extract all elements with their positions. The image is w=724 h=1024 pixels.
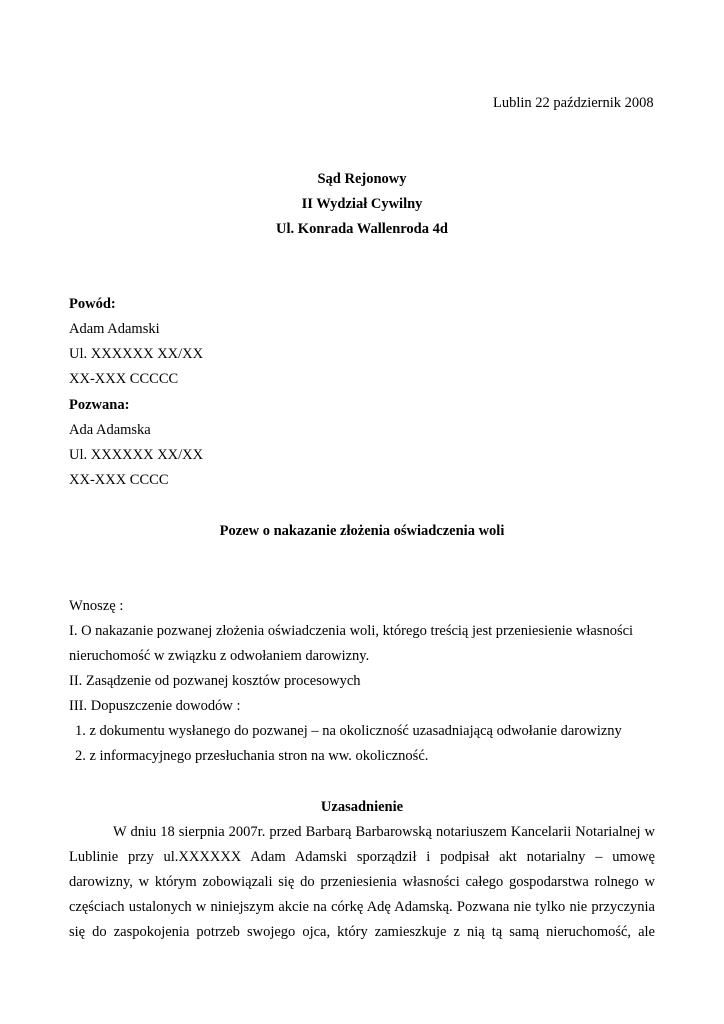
evidence-item-1: 1. z dokumentu wysłanego do pozwanej – na okoliczność uzasadniającą odwołanie darowizny — [75, 723, 622, 739]
plaintiff-city: XX-XXX CCCCC — [69, 371, 179, 387]
plaintiff-label: Powód: — [69, 296, 116, 312]
request-item-1-line-2: nieruchomość w związku z odwołaniem darowizny. — [69, 648, 370, 664]
justification-line-4: częściach ustalonych w niniejszym akcie na córkę Adę Adamską. Pozwana nie tylko nie przyczynia — [69, 899, 655, 915]
plaintiff-name: Adam Adamski — [69, 321, 160, 337]
requests-intro: Wnoszę : — [69, 598, 124, 614]
defendant-city: XX-XXX CCCC — [69, 472, 169, 488]
defendant-street: Ul. XXXXXX XX/XX — [69, 447, 204, 463]
evidence-item-2: 2. z informacyjnego przesłuchania stron na ww. okoliczność. — [75, 748, 429, 764]
document-title: Pozew o nakazanie złożenia oświadczenia woli — [219, 523, 505, 539]
date-line: Lublin 22 październik 2008 — [493, 95, 654, 111]
court-division: II Wydział Cywilny — [301, 196, 423, 212]
court-address: Ul. Konrada Wallenroda 4d — [276, 221, 448, 237]
justification-heading: Uzasadnienie — [320, 799, 404, 815]
justification-line-5: się do zaspokojenia potrzeb swojego ojca, który zamieszkuje z nią tą samą nieruchomość, ale — [69, 924, 655, 940]
request-item-1-line-1: I. O nakazanie pozwanej złożenia oświadczenia woli, którego treścią jest przeniesienie własności — [69, 623, 634, 639]
defendant-label: Pozwana: — [69, 397, 130, 413]
justification-line-3: darowizny, w którym zobowiązali się do przeniesienia własności całego gospodarstwa rolnego w — [69, 874, 655, 890]
plaintiff-street: Ul. XXXXXX XX/XX — [69, 346, 204, 362]
justification-line-2: Lublinie przy ul.XXXXXX Adam Adamski sporządził i podpisał akt notarialny – umowę — [69, 849, 655, 865]
court-name: Sąd Rejonowy — [317, 171, 407, 187]
defendant-name: Ada Adamska — [69, 422, 151, 438]
justification-line-1: W dniu 18 sierpnia 2007r. przed Barbarą Barbarowską notariuszem Kancelarii Notarialnej w — [113, 824, 655, 840]
request-item-3: III. Dopuszczenie dowodów : — [69, 698, 241, 714]
request-item-2: II. Zasądzenie od pozwanej kosztów procesowych — [69, 673, 361, 689]
